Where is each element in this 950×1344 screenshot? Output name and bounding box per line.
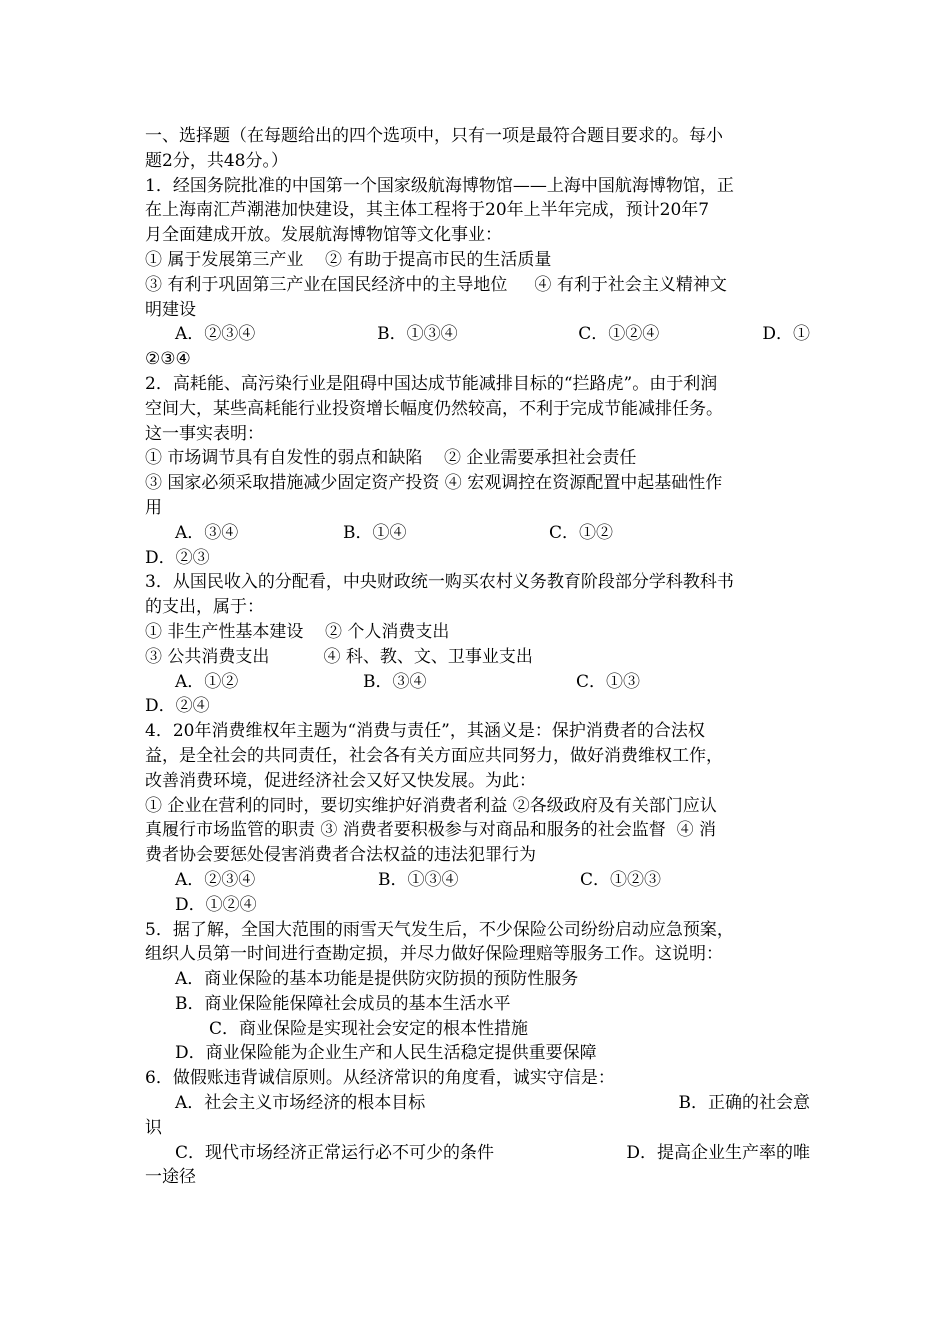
q2-option-a: A．③④ (175, 522, 239, 543)
q3-options (145, 670, 810, 695)
q4-option-a: A．②③④ (175, 869, 256, 890)
q1-option-a: A．②③④ (175, 324, 256, 345)
q2-option-b: B．①④ (343, 522, 407, 543)
q4-stem-line-1: 4．20年消费维权年主题为“消费与责任”，其涵义是：保护消费者的合法权 (145, 721, 705, 742)
q4-option-c: C．①②③ (580, 869, 662, 890)
q2-stem-line-2: 空间大，某些高耗能行业投资增长幅度仍然较高，不利于完成节能减排任务。 (145, 398, 723, 419)
q1-stem-line-2: 在上海南汇芦潮港加快建设，其主体工程将于20年上半年完成，预计20年7 (145, 200, 710, 221)
q2-item-line-1: ① 市场调节具有自发性的弱点和缺陷 ② 企业需要承担社会责任 (145, 448, 637, 469)
q4-option-d: D．①②④ (175, 894, 257, 915)
section-header-line-1: 一、选择题（在每题给出的四个选项中，只有一项是最符合题目要求的。每小 (145, 126, 723, 146)
q3-option-d: D．②④ (145, 696, 210, 717)
q6-options-row-1 (145, 1091, 810, 1116)
q6-options-row-2 (145, 1141, 810, 1166)
q6-option-a: A．社会主义市场经济的根本目标 (175, 1093, 426, 1114)
q5-option-a: A．商业保险的基本功能是提供防灾防损的预防性服务 (175, 969, 579, 990)
q1-item-line-3: 明建设 (145, 299, 196, 320)
q5-stem-line-1: 5．据了解，全国大范围的雨雪天气发生后，不少保险公司纷纷启动应急预案， (145, 919, 734, 940)
q1-stem-line-3: 月全面建成开放。发展航海博物馆等文化事业： (145, 225, 502, 246)
q1-option-c: C．①②④ (578, 324, 660, 345)
q3-option-c: C．①③ (576, 671, 641, 692)
exam-page (145, 124, 810, 1190)
q3-item-line-1: ① 非生产性基本建设 ② 个人消费支出 (145, 621, 450, 642)
q5-option-b: B．商业保险能保障社会成员的基本生活水平 (175, 993, 511, 1014)
q1-options (145, 322, 810, 347)
q4-item-line-2: 真履行市场监管的职责 ③ 消费者要积极参与对商品和服务的社会监督 ④ 消 (145, 820, 717, 841)
q3-item-line-2: ③ 公共消费支出 ④ 科、教、文、卫事业支出 (145, 646, 533, 667)
q2-stem-line-1: 2．高耗能、高污染行业是阻碍中国达成节能减排目标的“拦路虎”。由于利润 (145, 373, 718, 394)
q1-stem-line-1: 1．经国务院批准的中国第一个国家级航海博物馆——上海中国航海博物馆，正 (145, 175, 734, 196)
q4-stem-line-2: 益，是全社会的共同责任，社会各有关方面应共同努力，做好消费维权工作， (145, 745, 723, 766)
section-header-line-2: 题2分，共48分。） (145, 150, 288, 171)
q4-item-line-1: ① 企业在营利的同时，要切实维护好消费者利益 ②各级政府及有关部门应认 (145, 795, 717, 816)
q1-option-d-wrap: ②③④ (145, 349, 191, 370)
q3-stem-line-1: 3．从国民收入的分配看，中央财政统一购买农村义务教育阶段部分学科教科书 (145, 572, 734, 593)
q4-stem-line-3: 改善消费环境，促进经济社会又好又快发展。为此： (145, 770, 536, 791)
q2-option-d: D．②③ (145, 547, 210, 568)
q2-item-line-2: ③ 国家必须采取措施减少固定资产投资 ④ 宏观调控在资源配置中起基础性作 (145, 473, 723, 494)
q6-option-d: D．提高企业生产率的唯 (626, 1142, 810, 1163)
q1-option-d: D．① (762, 324, 810, 345)
q6-stem: 6．做假账违背诚信原则。从经济常识的角度看，诚实守信是： (145, 1068, 615, 1089)
q2-option-c: C．①② (549, 522, 614, 543)
q5-option-c: C．商业保险是实现社会安定的根本性措施 (209, 1018, 529, 1039)
q3-option-b: B．③④ (363, 671, 427, 692)
q1-item-line-2: ③ 有利于巩固第三产业在国民经济中的主导地位 ④ 有利于社会主义精神文 (145, 274, 727, 295)
q3-option-a: A．①② (175, 671, 239, 692)
q2-options (145, 521, 810, 546)
q2-item-line-3: 用 (145, 497, 162, 518)
q5-option-d: D．商业保险能为企业生产和人民生活稳定提供重要保障 (175, 1043, 597, 1064)
q4-item-line-3: 费者协会要惩处侵害消费者合法权益的违法犯罪行为 (145, 845, 536, 866)
q1-item-line-1: ① 属于发展第三产业 ② 有助于提高市民的生活质量 (145, 249, 552, 270)
q5-stem-line-2: 组织人员第一时间进行查勘定损，并尽力做好保险理赔等服务工作。这说明： (145, 944, 723, 965)
q1-option-b: B．①③④ (377, 324, 458, 345)
q6-option-b-wrap: 识 (145, 1117, 162, 1138)
q4-options (145, 868, 810, 893)
q2-stem-line-3: 这一事实表明： (145, 423, 264, 444)
q3-stem-line-2: 的支出，属于： (145, 597, 264, 618)
q6-option-d-wrap: 一途径 (145, 1167, 196, 1188)
q4-option-b: B．①③④ (378, 869, 459, 890)
q6-option-c: C．现代市场经济正常运行必不可少的条件 (175, 1142, 495, 1163)
q6-option-b: B．正确的社会意 (678, 1093, 810, 1114)
